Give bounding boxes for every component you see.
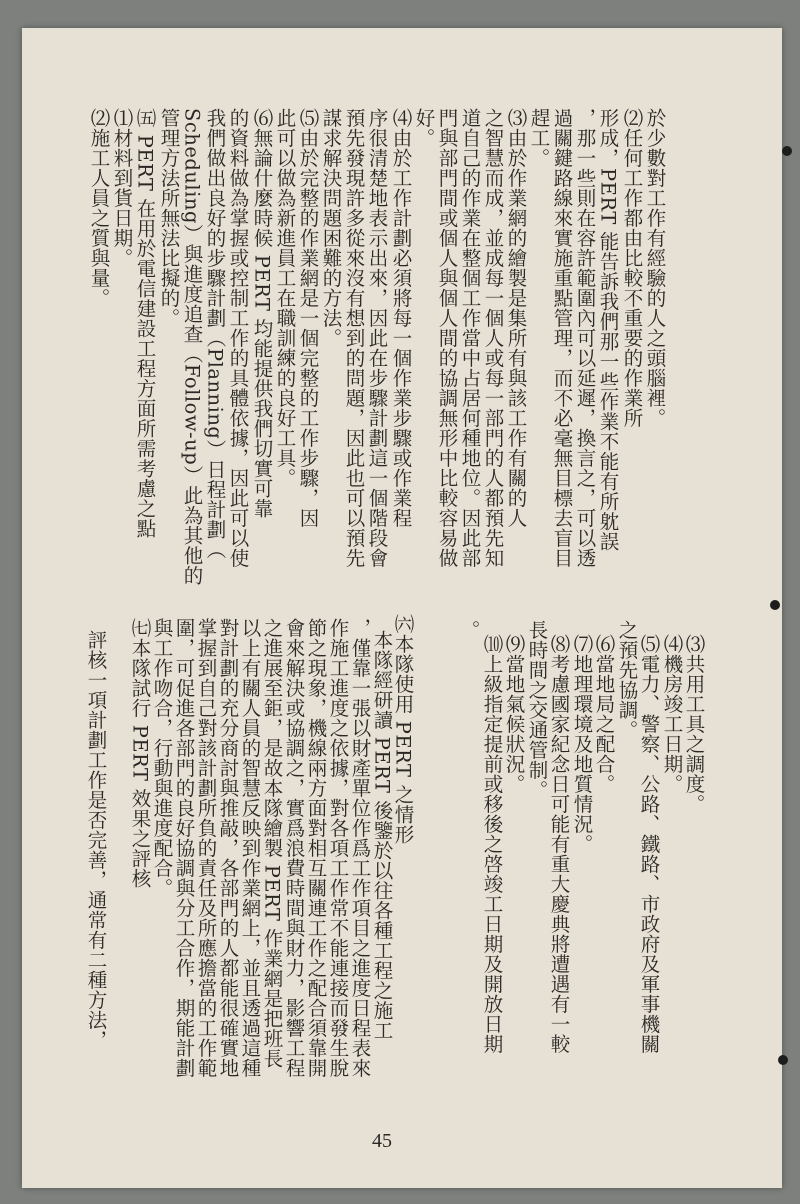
text-column: ⑹當地局之配合。: [592, 634, 616, 794]
text-column: 評核一項計劃工作是否完善，通常有二種方法，: [84, 630, 108, 1050]
text-column: ，僅靠一張以財產單位作爲工作項目之進度日程表來: [348, 618, 372, 1078]
text-column: 會來解決或協調之，實爲浪費時間與財力，影響工程: [282, 618, 306, 1078]
text-column: ⑶共用工具之調度。: [682, 634, 706, 814]
text-column: ⑵任何工作都由比較不重要的作業所: [620, 108, 644, 428]
text-column: 我們做出良好的步驟計劃（Planning）日程計劃（: [203, 108, 227, 560]
text-column: 過關鍵路線來實施重點管理，而不必毫無目標去盲目: [550, 108, 574, 568]
text-column: 於少數對工作有經驗的人之頭腦裡。: [643, 108, 667, 428]
text-column: ㈤ PERT 在用於電信建設工程方面所需考慮之點: [133, 108, 157, 539]
text-column: ⑶由於作業網的繪製是集所有與該工作有關的人: [504, 108, 528, 528]
text-column: ⑴材料到貨日期。: [110, 108, 134, 268]
text-column: Scheduling）與進度追查（Follow-up）此為其他的: [180, 108, 204, 586]
text-column: ㈦本隊試行 PERT 效果之評核: [128, 618, 152, 889]
page-number: 45: [372, 1130, 392, 1152]
text-column: ⑷由於工作計劃必須將每一個作業步驟或作業程: [389, 108, 413, 528]
text-column: 作施工進度之依據，對各項工作常不能連接而發生脫: [326, 618, 350, 1078]
text-column: 趕工。: [527, 108, 551, 168]
text-column: 。: [457, 620, 481, 640]
text-column: ⑺地理環境及地質情況。: [570, 634, 594, 854]
text-column: 本隊經研讀 PERT 後鑒於以往各種工程之施工: [370, 630, 394, 1041]
text-column: 節之現象，機線兩方面對相互關連工作之配合須靠開: [304, 618, 328, 1078]
text-column: 謀求解決問題困難的方法。: [319, 108, 343, 348]
text-column: ⑽上級指定提前或移後之啓竣工日期及開放日期: [480, 634, 504, 1054]
text-column: 形成，PERT 能告訴我們那一些作業不能有所躭誤: [596, 108, 620, 552]
paper-sheet: [22, 28, 782, 1188]
binding-hole: [782, 146, 792, 156]
text-column: ⑷機房竣工日期。: [660, 634, 684, 794]
text-column: 此可以做為新進員工在職訓練的良好工具。: [273, 108, 297, 488]
text-column: ⑸由於完整的作業網是一個完整的工作步驟，因: [296, 108, 320, 528]
text-column: 以上有關人員的智慧反映到作業網上，並且透過這種: [238, 618, 262, 1078]
text-column: 與工作吻合，行動與進度配合。: [150, 618, 174, 898]
text-column: 的資料做為掌握或控制工作的具體依據，因此可以使: [226, 108, 250, 568]
text-column: 長時間之交通管制。: [525, 620, 549, 800]
text-column: 管理方法所無法比擬的。: [157, 108, 181, 328]
text-column: ⑸電力、警察、公路、鐵路、市政府及軍事機關: [637, 634, 661, 1054]
text-column: 之智慧而成，並成每一個人或每一部門的人都預先知: [481, 108, 505, 568]
binding-hole: [778, 1055, 788, 1065]
text-column: ，那一些則在容許範圍內可以延遲，換言之，可以透: [573, 108, 597, 568]
text-column: 圍，可促進各部門的良好協調與分工合作，期能計劃: [172, 618, 196, 1078]
text-column: 之預先協調。: [615, 620, 639, 740]
text-column: 門與部門間或個人與個人間的協調無形中比較容易做: [435, 108, 459, 568]
binding-hole: [770, 600, 780, 610]
text-column: 序很清楚地表示出來，因此在步驟計劃這一個階段會: [365, 108, 389, 568]
text-column: 掌握到自己對該計劃所負的責任及所應擔當的工作範: [194, 618, 218, 1078]
text-column: ⑹無論什麼時候 PERT 均能提供我們切實可靠: [250, 108, 274, 519]
text-column: ⑵施工人員之質與量。: [87, 108, 111, 308]
text-column: 預先發現許多從來沒有想到的問題，因此也可以預先: [342, 108, 366, 568]
text-column: 好。: [412, 108, 436, 148]
text-column: ⑻考慮國家紀念日可能有重大慶典將遭遇有一較: [547, 634, 571, 1054]
text-column: ㈥本隊使用 PERT 之情形: [391, 614, 415, 845]
text-column: ⑼當地氣候狀況。: [502, 634, 526, 794]
text-column: 對計劃的充分商討與推敲，各部門的人都能很確實地: [216, 618, 240, 1078]
text-column: 之進展至鉅，是故本隊繪製 PERT 作業網是把班長: [260, 618, 284, 1069]
text-column: 道自己的作業在整個工作當中占居何種地位。因此部: [458, 108, 482, 568]
